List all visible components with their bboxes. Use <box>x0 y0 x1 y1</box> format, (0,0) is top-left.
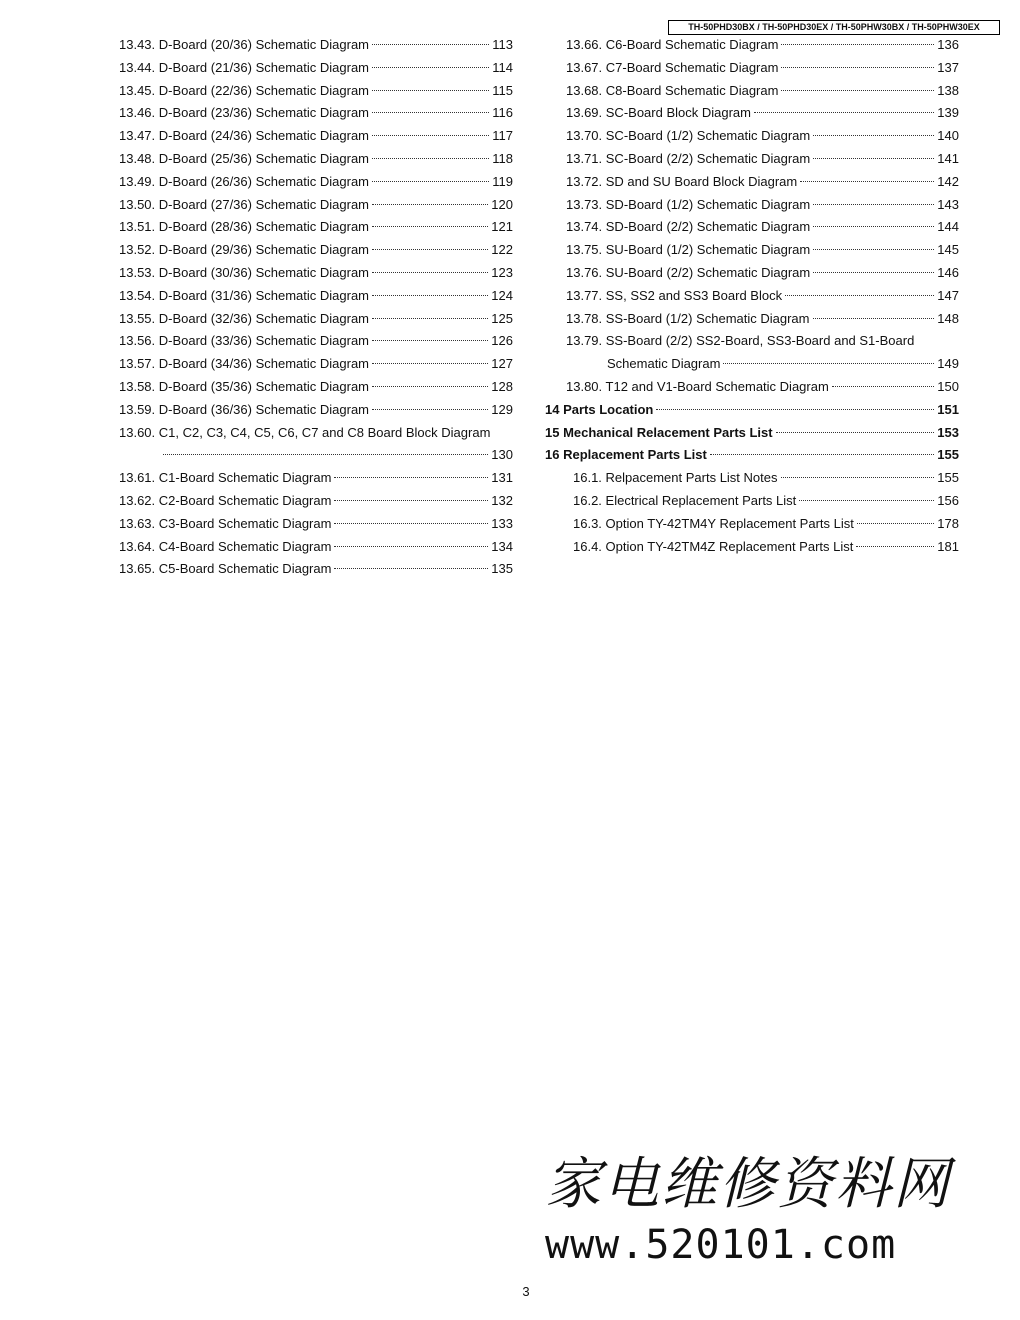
toc-entry[interactable] <box>119 171 513 194</box>
toc-entry[interactable] <box>545 148 959 171</box>
toc-entry[interactable] <box>545 513 959 536</box>
toc-entry[interactable] <box>119 490 513 513</box>
toc-page: 155 <box>937 470 959 486</box>
leader-dots <box>372 158 489 159</box>
toc-right-column <box>545 34 959 558</box>
toc-entry[interactable] <box>545 262 959 285</box>
toc-entry[interactable] <box>119 285 513 308</box>
toc-label: 13.52. D-Board (29/36) Schematic Diagram <box>119 242 370 258</box>
toc-label: 13.73. SD-Board (1/2) Schematic Diagram <box>566 196 811 212</box>
toc-section-entry[interactable] <box>545 399 959 422</box>
leader-dots <box>813 272 934 273</box>
leader-dots <box>754 112 934 113</box>
toc-label: 13.67. C7-Board Schematic Diagram <box>566 59 779 75</box>
leader-dots <box>334 477 488 478</box>
toc-label: 13.75. SU-Board (1/2) Schematic Diagram <box>566 242 811 258</box>
toc-entry[interactable] <box>119 513 513 536</box>
toc-entry-continuation[interactable] <box>545 353 959 376</box>
toc-entry-continuation[interactable] <box>119 444 513 467</box>
toc-page: 118 <box>492 150 513 166</box>
toc-label: 13.45. D-Board (22/36) Schematic Diagram <box>119 82 370 98</box>
toc-label: 13.70. SC-Board (1/2) Schematic Diagram <box>566 128 811 144</box>
toc-label: 13.64. C4-Board Schematic Diagram <box>119 538 332 554</box>
toc-page: 142 <box>937 173 959 189</box>
toc-page: 121 <box>491 219 513 235</box>
toc-page: 117 <box>492 128 513 144</box>
toc-label: 13.59. D-Board (36/36) Schematic Diagram <box>119 401 370 417</box>
toc-page: 132 <box>491 492 513 508</box>
toc-label: 13.43. D-Board (20/36) Schematic Diagram <box>119 37 370 52</box>
leader-dots <box>781 44 934 45</box>
watermark-url: www.520101.com <box>545 1222 897 1268</box>
toc-label: 13.44. D-Board (21/36) Schematic Diagram <box>119 59 370 75</box>
toc-section-entry[interactable] <box>545 422 959 445</box>
toc-entry[interactable] <box>119 558 513 581</box>
toc-page: 145 <box>937 242 959 258</box>
toc-page: 129 <box>491 401 513 417</box>
toc-entry[interactable] <box>119 194 513 217</box>
toc-page: 128 <box>491 378 513 394</box>
leader-dots <box>656 409 934 410</box>
toc-label: 13.71. SC-Board (2/2) Schematic Diagram <box>566 150 811 166</box>
toc-page: 181 <box>937 538 959 554</box>
toc-entry[interactable] <box>545 171 959 194</box>
leader-dots <box>163 454 488 455</box>
toc-label: 13.69. SC-Board Block Diagram <box>566 105 751 121</box>
toc-page: 119 <box>492 173 513 189</box>
toc-page: 155 <box>937 447 959 463</box>
toc-entry[interactable] <box>545 490 959 513</box>
leader-dots <box>372 340 488 341</box>
leader-dots <box>800 181 934 182</box>
toc-label: 13.80. T12 and V1-Board Schematic Diagram <box>566 378 829 394</box>
toc-entry[interactable] <box>119 57 513 80</box>
leader-dots <box>372 386 488 387</box>
toc-label: 13.46. D-Board (23/36) Schematic Diagram <box>119 105 370 121</box>
toc-label: 13.77. SS, SS2 and SS3 Board Block <box>566 287 783 303</box>
toc-entry[interactable] <box>119 262 513 285</box>
toc-page: 139 <box>937 105 959 121</box>
toc-label: 15 Mechanical Relacement Parts List <box>545 424 773 440</box>
toc-label: 13.66. C6-Board Schematic Diagram <box>566 37 779 52</box>
toc-entry[interactable] <box>119 330 513 353</box>
toc-page: 138 <box>937 82 959 98</box>
toc-page: 147 <box>937 287 959 303</box>
leader-dots <box>334 523 488 524</box>
toc-page: 140 <box>937 128 959 144</box>
leader-dots <box>372 181 489 182</box>
toc-page: 113 <box>492 37 513 52</box>
toc-entry[interactable] <box>119 34 513 57</box>
model-header: TH-50PHD30BX / TH-50PHD30EX / TH-50PHW30BX / TH-50PHW30EX <box>668 20 1000 35</box>
toc-label: 13.74. SD-Board (2/2) Schematic Diagram <box>566 219 811 235</box>
leader-dots <box>781 67 934 68</box>
toc-entry[interactable] <box>119 376 513 399</box>
toc-entry[interactable] <box>119 239 513 262</box>
toc-label: 13.63. C3-Board Schematic Diagram <box>119 515 332 531</box>
watermark-chinese: 家电维修资料网 <box>545 1152 951 1217</box>
leader-dots <box>785 295 934 296</box>
toc-page: 136 <box>937 37 959 52</box>
toc-entry[interactable] <box>119 353 513 376</box>
toc-entry[interactable] <box>119 399 513 422</box>
toc-label: Schematic Diagram <box>607 356 721 372</box>
toc-entry[interactable] <box>545 80 959 103</box>
toc-entry[interactable] <box>545 536 959 559</box>
leader-dots <box>372 363 488 364</box>
toc-page: 133 <box>491 515 513 531</box>
toc-page: 144 <box>937 219 959 235</box>
leader-dots <box>813 318 935 319</box>
toc-page: 178 <box>937 515 959 531</box>
toc-label: 13.51. D-Board (28/36) Schematic Diagram <box>119 219 370 235</box>
toc-page: 124 <box>491 287 513 303</box>
leader-dots <box>334 500 488 501</box>
leader-dots <box>856 546 934 547</box>
page-number: 3 <box>522 1284 530 1299</box>
toc-page: 148 <box>937 310 959 326</box>
leader-dots <box>372 44 489 45</box>
toc-entry[interactable] <box>545 330 959 353</box>
toc-entry[interactable] <box>545 102 959 125</box>
toc-label: 13.47. D-Board (24/36) Schematic Diagram <box>119 128 370 144</box>
toc-label: 16.4. Option TY-42TM4Z Replacement Parts List <box>573 538 854 554</box>
leader-dots <box>776 432 935 433</box>
leader-dots <box>372 295 488 296</box>
toc-entry[interactable] <box>545 467 959 490</box>
leader-dots <box>799 500 934 501</box>
toc-label: 13.49. D-Board (26/36) Schematic Diagram <box>119 173 370 189</box>
toc-label: 13.56. D-Board (33/36) Schematic Diagram <box>119 333 370 349</box>
toc-entry[interactable] <box>119 536 513 559</box>
toc-entry[interactable] <box>119 148 513 171</box>
toc-label: 13.79. SS-Board (2/2) SS2-Board, SS3-Board and S1-Board <box>566 333 915 349</box>
toc-label: 13.57. D-Board (34/36) Schematic Diagram <box>119 356 370 372</box>
toc-entry[interactable] <box>545 239 959 262</box>
toc-label: 13.76. SU-Board (2/2) Schematic Diagram <box>566 264 811 280</box>
leader-dots <box>372 249 488 250</box>
leader-dots <box>372 318 488 319</box>
toc-entry[interactable] <box>545 57 959 80</box>
toc-entry[interactable] <box>119 125 513 148</box>
leader-dots <box>334 546 488 547</box>
toc-label: 13.53. D-Board (30/36) Schematic Diagram <box>119 264 370 280</box>
toc-page: 114 <box>492 59 513 75</box>
toc-entry[interactable] <box>545 34 959 57</box>
toc-page: 135 <box>491 561 513 577</box>
toc-label: 13.68. C8-Board Schematic Diagram <box>566 82 779 98</box>
toc-page: 149 <box>937 356 959 372</box>
toc-entry[interactable] <box>545 308 959 331</box>
leader-dots <box>813 204 934 205</box>
leader-dots <box>813 249 934 250</box>
toc-entry[interactable] <box>119 308 513 331</box>
leader-dots <box>372 272 488 273</box>
toc-page: 125 <box>491 310 513 326</box>
toc-label: 16.3. Option TY-42TM4Y Replacement Parts List <box>573 515 854 531</box>
toc-label: 16 Replacement Parts List <box>545 447 707 463</box>
toc-page: 116 <box>492 105 513 121</box>
leader-dots <box>372 112 489 113</box>
toc-page: 137 <box>937 59 959 75</box>
toc-label: 13.55. D-Board (32/36) Schematic Diagram <box>119 310 370 326</box>
leader-dots <box>832 386 935 387</box>
toc-entry[interactable] <box>119 102 513 125</box>
leader-dots <box>813 226 934 227</box>
toc-label: 13.72. SD and SU Board Block Diagram <box>566 173 798 189</box>
toc-page: 127 <box>491 356 513 372</box>
leader-dots <box>813 135 934 136</box>
leader-dots <box>781 477 935 478</box>
toc-page: 120 <box>491 196 513 212</box>
toc-page: 126 <box>491 333 513 349</box>
leader-dots <box>372 135 489 136</box>
toc-page: 134 <box>491 538 513 554</box>
toc-label: 13.54. D-Board (31/36) Schematic Diagram <box>119 287 370 303</box>
toc-label: 13.78. SS-Board (1/2) Schematic Diagram <box>566 310 810 326</box>
toc-label: 16.2. Electrical Replacement Parts List <box>573 492 797 508</box>
toc-page: 143 <box>937 196 959 212</box>
toc-page: 123 <box>491 264 513 280</box>
leader-dots <box>781 90 934 91</box>
toc-entry[interactable] <box>545 285 959 308</box>
toc-page: 141 <box>937 150 959 166</box>
toc-entry[interactable] <box>545 376 959 399</box>
toc-entry[interactable] <box>545 216 959 239</box>
leader-dots <box>334 568 488 569</box>
toc-entry[interactable] <box>119 467 513 490</box>
toc-label: 13.65. C5-Board Schematic Diagram <box>119 561 332 577</box>
toc-entry[interactable] <box>545 194 959 217</box>
leader-dots <box>813 158 934 159</box>
toc-page: 150 <box>937 378 959 394</box>
toc-page: 146 <box>937 264 959 280</box>
toc-page: 130 <box>491 447 513 463</box>
toc-label: 13.48. D-Board (25/36) Schematic Diagram <box>119 150 370 166</box>
leader-dots <box>372 226 488 227</box>
toc-label: 13.50. D-Board (27/36) Schematic Diagram <box>119 196 370 212</box>
toc-label: 13.62. C2-Board Schematic Diagram <box>119 492 332 508</box>
leader-dots <box>372 90 489 91</box>
toc-label: 16.1. Relpacement Parts List Notes <box>573 470 778 486</box>
leader-dots <box>710 454 934 455</box>
toc-label: 14 Parts Location <box>545 401 654 417</box>
toc-page: 153 <box>937 424 959 440</box>
leader-dots <box>372 67 489 68</box>
toc-label: 13.61. C1-Board Schematic Diagram <box>119 470 332 486</box>
toc-page: 156 <box>937 492 959 508</box>
leader-dots <box>372 409 488 410</box>
toc-left-column <box>119 34 513 581</box>
toc-section-entry[interactable] <box>545 444 959 467</box>
toc-page: 122 <box>491 242 513 258</box>
toc-page: 131 <box>491 470 513 486</box>
toc-entry[interactable] <box>119 422 513 445</box>
toc-entry[interactable] <box>119 80 513 103</box>
leader-dots <box>372 204 488 205</box>
toc-page: 151 <box>937 401 959 417</box>
toc-label: 13.60. C1, C2, C3, C4, C5, C6, C7 and C8 Board Block Diagram <box>119 424 491 440</box>
toc-entry[interactable] <box>545 125 959 148</box>
leader-dots <box>857 523 934 524</box>
toc-entry[interactable] <box>119 216 513 239</box>
toc-label: 13.58. D-Board (35/36) Schematic Diagram <box>119 378 370 394</box>
toc-page: 115 <box>492 82 513 98</box>
leader-dots <box>723 363 934 364</box>
